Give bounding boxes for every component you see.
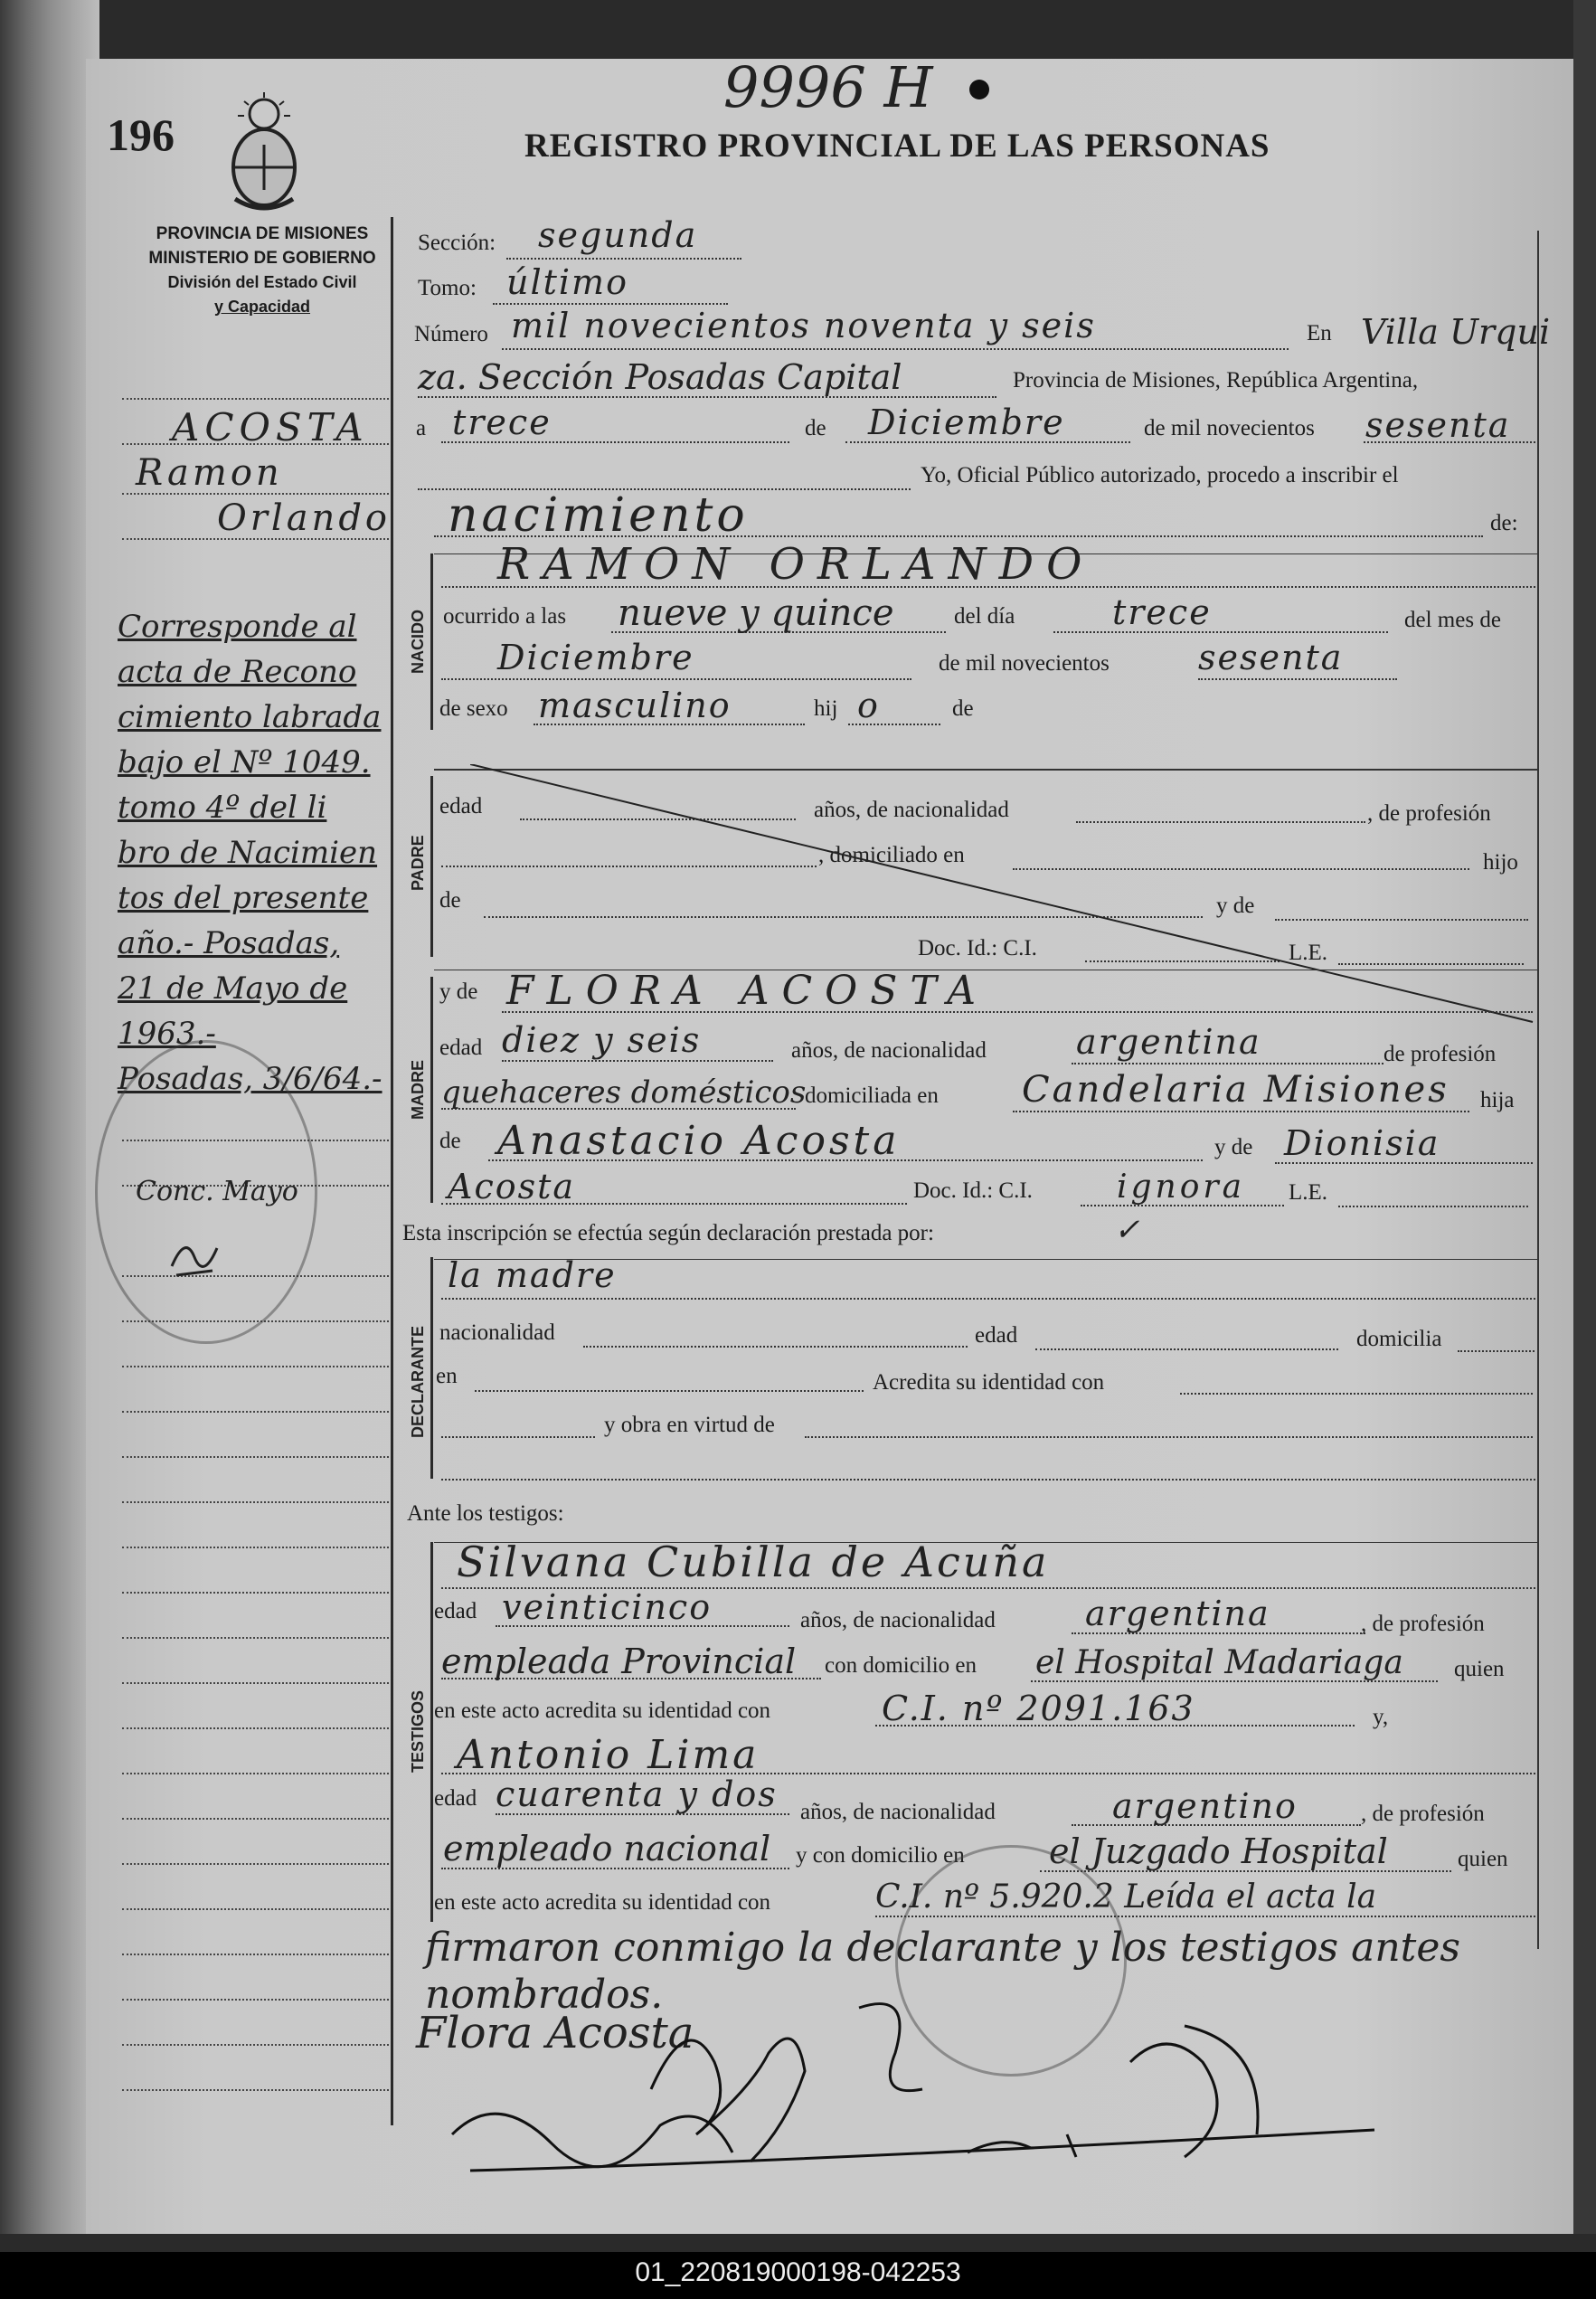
nacido-bracket — [430, 553, 433, 730]
padre-profesion-label: , de profesión — [1367, 801, 1491, 826]
anio-value: sesenta — [1198, 638, 1344, 677]
madre-y-de2-label: y de — [1214, 1135, 1253, 1159]
year-label: de mil novecientos — [1144, 416, 1315, 440]
margin-rule — [122, 1727, 389, 1729]
margin-rule — [122, 398, 389, 400]
signature-declarante: Flora Acosta — [416, 2008, 694, 2058]
madre-doc-value: ignora — [1117, 1168, 1246, 1206]
place-continuation: za. Sección Posadas Capital — [418, 357, 902, 397]
madre-madre-value: Dionisia — [1284, 1123, 1440, 1163]
day-value: trece — [452, 402, 552, 442]
testigo1-prof: empleada Provincial — [441, 1641, 797, 1681]
margin-note-line: Posadas, 3/6/64.- — [118, 1061, 382, 1097]
page-edge — [1573, 0, 1596, 2234]
nacido-name: RAMON ORLANDO — [497, 539, 1095, 590]
sexo-label: de sexo — [439, 696, 508, 721]
declarante-domicilia-label: domicilia — [1356, 1327, 1442, 1351]
testigo2-edad: cuarenta y dos — [496, 1774, 778, 1814]
madre-domiciliada-label: domiciliada en — [805, 1083, 939, 1108]
margin-middle-name: Orlando — [217, 497, 392, 539]
testigo1-edad: veinticinco — [502, 1587, 713, 1627]
hour-value: nueve y quince — [618, 592, 894, 634]
madre-name: FLORA ACOSTA — [506, 968, 989, 1014]
margin-note-line: acta de Recono — [118, 654, 357, 690]
mes-rule — [441, 678, 911, 680]
tomo-value: último — [506, 262, 628, 302]
checkmark-icon: ✓ — [1114, 1212, 1140, 1248]
declarante-dom-rule — [1458, 1350, 1535, 1352]
madre-padre-value: Anastacio Acosta — [497, 1118, 901, 1164]
madre-prof-value: quehaceres domésticos — [441, 1074, 807, 1111]
del-mes-label: del mes de — [1404, 608, 1501, 632]
declarante-nac-rule — [583, 1346, 968, 1348]
margin-rule — [122, 1501, 389, 1503]
testigo2-dom: el Juzgado Hospital — [1049, 1831, 1388, 1871]
ante-testigos-label: Ante los testigos: — [407, 1501, 564, 1526]
margin-rule — [122, 1547, 389, 1548]
testigo2-doc: C.I. nº 5.920.2 Leída el acta la — [875, 1878, 1377, 1916]
margin-note-line: bajo el Nº 1049. — [118, 744, 371, 781]
declarante-edad-label: edad — [975, 1323, 1018, 1348]
nacido-section-label: NACIDO — [409, 610, 427, 674]
numero-rule — [502, 348, 1289, 350]
declarante-acredita-rule — [1180, 1393, 1533, 1395]
right-border — [1537, 231, 1539, 1949]
provincia-text: Provincia de Misiones, República Argentina, — [1013, 368, 1419, 393]
padre-section-label: PADRE — [409, 835, 427, 891]
padre-edad-label: edad — [439, 794, 483, 818]
margin-rule — [122, 1954, 389, 1955]
dia-value: trece — [1112, 592, 1212, 632]
declarante-bracket — [430, 1257, 433, 1479]
coat-of-arms-icon — [222, 90, 307, 213]
madre-nac-value: argentina — [1076, 1022, 1261, 1062]
madre-doc-label: Doc. Id.: C.I. — [913, 1178, 1033, 1203]
tomo-label: Tomo: — [418, 276, 477, 300]
numero-label: Número — [414, 322, 488, 346]
declarante-obra-label: y obra en virtud de — [604, 1413, 775, 1437]
margin-note-line: cimiento labrada — [118, 699, 382, 735]
declaracion-value: la madre — [448, 1255, 617, 1295]
margin-note-line: bro de Nacimien — [118, 835, 378, 871]
madre-profesion-label: de profesión — [1384, 1042, 1497, 1066]
de-colon: de: — [1490, 511, 1518, 535]
hij-label: hij — [814, 696, 838, 721]
issuer-ministry: MINISTERIO DE GOBIERNO — [148, 249, 376, 268]
testigo1-prof-label: , de profesión — [1361, 1612, 1485, 1636]
tomo-rule — [493, 303, 728, 305]
page-title: REGISTRO PROVINCIAL DE LAS PERSONAS — [524, 128, 1270, 165]
margin-rule — [122, 2044, 389, 2046]
testigo1-dom-label: con domicilio en — [825, 1653, 977, 1678]
testigo2-dom-label: y con domicilio en — [796, 1843, 965, 1868]
year-value: sesenta — [1365, 405, 1511, 445]
margin-divider — [391, 217, 393, 2125]
declarante-acredita-label: Acredita su identidad con — [873, 1370, 1105, 1395]
margin-rule — [122, 1999, 389, 2001]
margin-note-line: tos del presente — [118, 880, 369, 916]
a-label: a — [416, 416, 427, 440]
en-value: Villa Urqui — [1361, 312, 1551, 352]
madre-hija-label: hija — [1480, 1088, 1515, 1112]
declarante-en-rule — [475, 1390, 864, 1392]
padre-bracket — [430, 776, 433, 957]
del-dia-label: del día — [954, 604, 1015, 629]
nacido-de-label: de — [952, 696, 974, 721]
testigo1-name: Silvana Cubilla de Acuña — [457, 1537, 1050, 1586]
padre-anios-label: años, de nacionalidad — [814, 798, 1009, 822]
image-id-caption: 01_220819000198-042253 — [635, 2257, 961, 2287]
padre-le-label: L.E. — [1289, 941, 1328, 965]
issuer-province: PROVINCIA DE MISIONES — [156, 224, 369, 243]
madre-edad-value: diez y seis — [502, 1020, 702, 1060]
margin-note-line: año.- Posadas, — [118, 925, 340, 961]
declarante-edad-rule — [1035, 1348, 1338, 1350]
declarante-name-rule — [441, 1298, 1535, 1300]
testigo2-anios-label: años, de nacionalidad — [800, 1800, 996, 1824]
declarante-end-rule — [441, 1479, 1535, 1481]
seccion-label: Sección: — [418, 231, 496, 255]
madre-dom-value: Candelaria Misiones — [1022, 1069, 1450, 1111]
madre-edad-rule — [502, 1060, 773, 1062]
testigo2-edad-label: edad — [434, 1786, 477, 1811]
madre-edad-label: edad — [439, 1036, 483, 1060]
closing-line-2: nombrados. — [425, 1972, 664, 2018]
binder-spine — [0, 0, 99, 2234]
padre-hijo-label: hijo — [1483, 850, 1518, 875]
madre-bracket — [430, 977, 433, 1203]
issuer-division: División del Estado Civil — [167, 273, 357, 291]
padre-doc-label: Doc. Id.: C.I. — [918, 936, 1037, 960]
margin-rule — [122, 1456, 389, 1458]
padre-de-label: de — [439, 888, 461, 913]
declarante-obra-lead-rule — [441, 1436, 595, 1438]
issuer-division-cont: y Capacidad — [213, 298, 311, 316]
testigos-bracket — [430, 1542, 433, 1922]
testigo1-anios-label: años, de nacionalidad — [800, 1608, 996, 1632]
folio-number: 196 — [107, 109, 175, 160]
testigo1-quien: quien — [1454, 1657, 1505, 1681]
testigo1-nac: argentina — [1085, 1594, 1270, 1633]
testigo1-acredita: en este acto acredita su identidad con — [434, 1698, 771, 1723]
margin-rule — [122, 1682, 389, 1684]
seccion-value: segunda — [538, 215, 698, 255]
margin-given-name: Ramon — [136, 452, 283, 494]
declarante-en-label: en — [436, 1364, 458, 1388]
ink-dot — [969, 80, 989, 99]
padre-domiciliado-label: , domiciliado en — [818, 843, 965, 867]
margin-rule — [122, 1366, 389, 1367]
testigo1-edad-label: edad — [434, 1599, 477, 1623]
madre-dom-rule — [1013, 1111, 1469, 1112]
madre-le-rule — [1338, 1206, 1528, 1207]
margin-note-line: 1963.- — [118, 1016, 216, 1052]
margin-surname: ACOSTA — [172, 405, 369, 449]
oficial-text: Yo, Oficial Público autorizado, procedo a inscribir el — [921, 463, 1399, 487]
dia-rule — [1053, 631, 1388, 633]
de-label: de — [805, 416, 826, 440]
mil-label: de mil novecientos — [939, 651, 1110, 676]
testigo2-prof: empleado nacional — [443, 1829, 771, 1869]
madre-nac-rule — [1072, 1063, 1384, 1064]
testigo2-acredita: en este acto acredita su identidad con — [434, 1890, 771, 1915]
madre-anios-label: años, de nacionalidad — [791, 1038, 987, 1063]
margin-rule — [122, 1908, 389, 1910]
padre-y-de-label: y de — [1216, 894, 1255, 918]
margin-rule — [122, 1411, 389, 1413]
madre-section-label: MADRE — [409, 1060, 427, 1120]
margin-note-line: tomo 4º del li — [118, 790, 327, 826]
madre-le-label: L.E. — [1289, 1180, 1328, 1205]
declaracion-text: Esta inscripción se efectúa según declaración prestada por: — [402, 1221, 934, 1245]
madre-madre-value2: Acosta — [448, 1167, 576, 1206]
sexo-value: masculino — [538, 686, 732, 725]
handwritten-reference: 9996 H — [723, 54, 933, 120]
en-label: En — [1307, 321, 1332, 345]
testigo2-quien: quien — [1458, 1847, 1508, 1871]
declarante-section-label: DECLARANTE — [409, 1326, 427, 1438]
margin-rule — [122, 1637, 389, 1639]
margin-rule — [122, 1818, 389, 1820]
name-rule — [441, 586, 1535, 588]
numero-value: mil novecientos noventa y seis — [511, 306, 1096, 345]
official-seal-stamp — [895, 1845, 1127, 2077]
madre-de-label: de — [439, 1129, 461, 1153]
margin-note — [118, 604, 382, 1102]
hij-value: o — [857, 686, 880, 725]
month-value: Diciembre — [868, 402, 1065, 442]
testigo2-prof-label: , de profesión — [1361, 1802, 1485, 1826]
testigo2-nac: argentino — [1112, 1786, 1298, 1826]
margin-note-line: Corresponde al — [118, 609, 357, 645]
margin-rule — [122, 1592, 389, 1594]
testigo1-dom: el Hospital Madariaga — [1035, 1644, 1403, 1681]
testigo1-doc: C.I. nº 2091.163 — [882, 1689, 1195, 1728]
mes-value: Diciembre — [497, 638, 694, 677]
margin-initials: Conc. Mayo — [136, 1176, 298, 1207]
testigo1-y: y, — [1373, 1705, 1389, 1729]
margin-rule — [122, 1773, 389, 1774]
seccion-rule — [506, 258, 741, 260]
issuer-block — [136, 222, 389, 319]
ocurrido-label: ocurrido a las — [443, 604, 567, 629]
declarante-nacionalidad-label: nacionalidad — [439, 1320, 555, 1345]
closing-line-1: firmaron conmigo la declarante y los testigos antes — [425, 1925, 1460, 1971]
margin-rule — [122, 2089, 389, 2091]
margin-rule — [122, 1863, 389, 1865]
madre-y-de-label: y de — [439, 979, 478, 1004]
act-value: nacimiento — [448, 488, 749, 543]
faded-seal-stamp — [95, 1040, 317, 1344]
testigos-section-label: TESTIGOS — [409, 1689, 427, 1773]
anio-rule — [1198, 678, 1397, 680]
testigo2-name: Antonio Lima — [457, 1732, 760, 1778]
declarante-obra-rule — [805, 1436, 1533, 1438]
margin-note-line: 21 de Mayo de — [118, 970, 348, 1007]
